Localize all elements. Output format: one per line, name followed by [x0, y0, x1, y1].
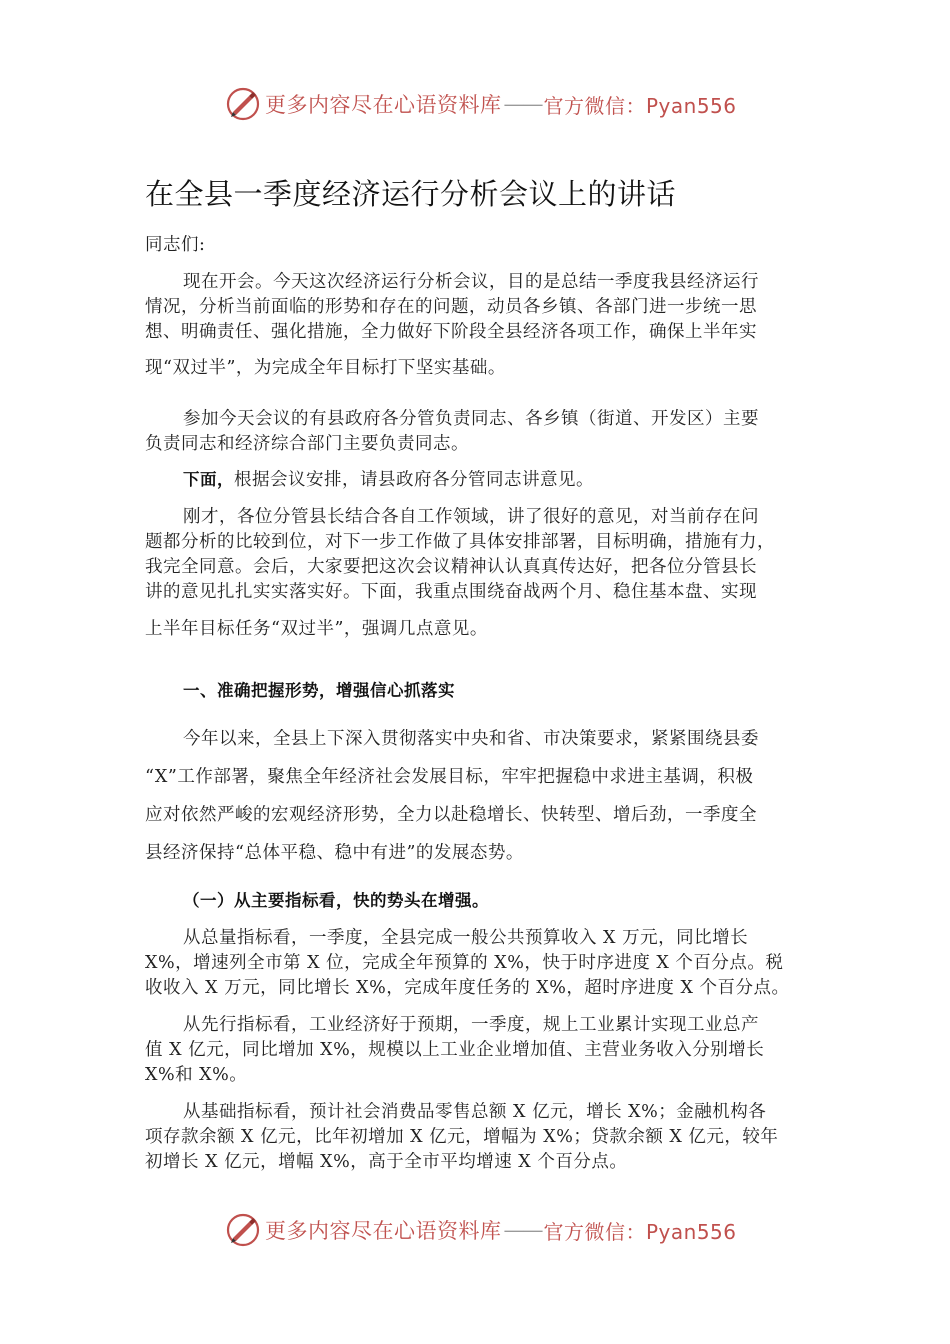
text-line: 值 X 亿元，同比增加 X%，规模以上工业企业增加值、主营业务收入分别增长 — [145, 1040, 765, 1060]
text-line: 负责同志和经济综合部门主要负责同志。 — [145, 434, 469, 454]
greeting: 同志们: — [145, 235, 206, 255]
banner-suffix: 官方微信：Pyan556 — [543, 93, 737, 118]
text-line: X%和 X%。 — [145, 1065, 248, 1085]
text-line: 想、明确责任、强化措施，全力做好下阶段全县经济各项工作，确保上半年实 — [145, 322, 757, 342]
text-line: 参加今天会议的有县政府各分管负责同志、各乡镇（街道、开发区）主要 — [183, 409, 759, 429]
text-line: 从先行指标看，工业经济好于预期，一季度，规上工业累计实现工业总产 — [183, 1015, 759, 1035]
footer-banner — [225, 1210, 737, 1250]
text-line: 现“双过半”，为完成全年目标打下坚实基础。 — [145, 358, 506, 378]
text-line: 刚才，各位分管县长结合各自工作领域，讲了很好的意见，对当前存在问 — [183, 507, 759, 527]
banner-separator: —— — [503, 92, 542, 116]
lead-bold: 下面， — [183, 470, 234, 489]
text-line — [183, 466, 805, 491]
subsection-heading-1: （一）从主要指标看，快的势头在增强。 — [183, 891, 489, 910]
pen-logo-icon — [225, 86, 261, 122]
text-line: 应对依然严峻的宏观经济形势，全力以赴稳增长、快转型、增后劲，一季度全 — [145, 805, 757, 825]
text-line: 县经济保持“总体平稳、稳中有进”的发展态势。 — [145, 843, 524, 863]
section-heading-1: 一、准确把握形势，增强信心抓落实 — [183, 681, 455, 700]
pen-logo-icon — [225, 1212, 261, 1248]
text-line: 上半年目标任务“双过半”，强调几点意见。 — [145, 619, 488, 639]
lead-rest: 根据会议安排，请县政府各分管同志讲意见。 — [234, 470, 594, 490]
text-line: 我完全同意。会后，大家要把这次会议精神认认真真传达好，把各位分管县长 — [145, 557, 757, 577]
banner-prefix: 更多内容尽在心语资料库 — [265, 1219, 502, 1243]
text-line: 题都分析的比较到位，对下一步工作做了具体安排部署，目标明确，措施有力， — [145, 532, 775, 552]
text-line: “X”工作部署，聚焦全年经济社会发展目标，牢牢把握稳中求进主基调，积极 — [145, 767, 754, 787]
text-line: 初增长 X 亿元，增幅 X%，高于全市平均增速 X 个百分点。 — [145, 1152, 628, 1172]
text-line: 今年以来，全县上下深入贯彻落实中央和省、市决策要求，紧紧围绕县委 — [183, 729, 759, 749]
text-line: X%，增速列全市第 X 位，完成全年预算的 X%，快于时序进度 X 个百分点。税 — [145, 953, 784, 973]
text-line: 项存款余额 X 亿元，比年初增加 X 亿元，增幅为 X%；贷款余额 X 亿元，较年 — [145, 1127, 779, 1147]
banner-suffix: 官方微信：Pyan556 — [543, 1219, 737, 1244]
text-line: 从总量指标看，一季度，全县完成一般公共预算收入 X 万元，同比增长 — [183, 928, 749, 948]
text-line: 情况，分析当前面临的形势和存在的问题，动员各乡镇、各部门进一步统一思 — [145, 297, 757, 317]
header-banner — [225, 84, 737, 124]
text-line: 从基础指标看，预计社会消费品零售总额 X 亿元，增长 X%；金融机构各 — [183, 1102, 767, 1122]
banner-prefix: 更多内容尽在心语资料库 — [265, 93, 502, 117]
banner-separator: —— — [503, 1218, 542, 1242]
text-line: 收收入 X 万元，同比增长 X%，完成年度任务的 X%，超时序进度 X 个百分点。 — [145, 978, 790, 998]
document-title: 在全县一季度经济运行分析会议上的讲话 — [145, 177, 677, 211]
text-line: 讲的意见扎扎实实落实好。下面，我重点围绕奋战两个月、稳住基本盘、实现 — [145, 582, 757, 602]
text-line: 现在开会。今天这次经济运行分析会议，目的是总结一季度我县经济运行 — [183, 272, 759, 292]
